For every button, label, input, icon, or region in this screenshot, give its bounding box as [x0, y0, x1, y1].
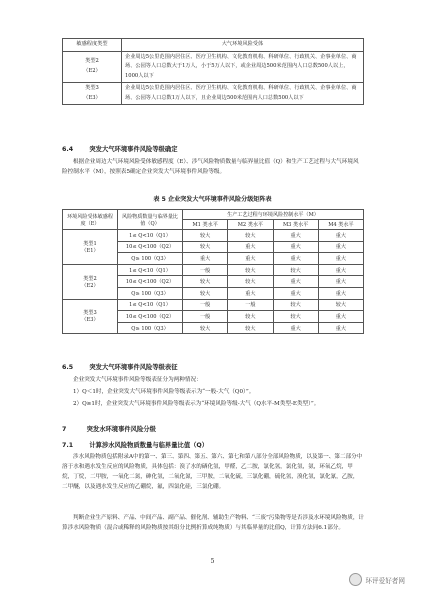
risk-cell: 一般 [183, 264, 228, 276]
section-6-5-para-1: 企业突发大气环境事件风险等级表征分为两种情况： [73, 377, 202, 383]
header-m1: M1 类水平 [183, 220, 228, 230]
row-text-e3: 企业周边5公里范围内居住区、医疗卫生机构、文化教育机构、科研单位、行政机关、企事业单位、商场、公园等人口总数1万人以下，且企业周边500米范围内人口总数500人以下 [122, 83, 364, 105]
risk-cell: 较大 [228, 276, 273, 288]
watermark [349, 573, 405, 586]
risk-cell: 重大 [318, 264, 363, 276]
section-7-1-para-1: 涉水风险物质包括附录A中的第一、第三、第四、第五、第六、第七和第八部分全部风险物质，以及第一、第二部分中溶于水和遇水发生反应的风险物质，具体包括：溴了水的硒化氢，甲醛，乙二胺，氯化氢，氯化氢，氨，环氧乙烷，甲烷，丁烷，二甲胺，一氧化二氮，砷化氢，二氧化氮，三甲胺，二氧化硫，三氯化硼，硫化氢，溴化氢，氯化氰，乙胺，二甲醚，以及遇水发生反应的乙硼烷，氟，四氯化硅，三氯化硼。 [62, 454, 363, 490]
risk-cell: 重大 [273, 230, 318, 242]
risk-cell: 重大 [318, 311, 363, 323]
risk-cell: 重大 [228, 241, 273, 253]
risk-cell: 重大 [273, 287, 318, 299]
risk-cell: 重大 [318, 241, 363, 253]
section-number: 7 [62, 426, 67, 433]
section-number: 7.1 [62, 442, 74, 449]
section-title: 计算涉水风险物质数量与临界量比值（Q） [89, 442, 209, 449]
q-cell: 1≤ Q<10（Q1） [118, 230, 183, 242]
section-7-1-heading [62, 440, 208, 449]
risk-cell: 重大 [318, 253, 363, 265]
q-cell: 10≤ Q<100（Q2） [118, 276, 183, 288]
group-type-e1: 类型1 （E1） [63, 230, 118, 265]
section-6-4-paragraph: 根据企业周边大气环境风险受体敏感程度（E）、涉气风险物质数量与临界量比值（Q）和生产工艺过程与大气环境风险控制水平（M），按照表5确定企业突发大气环境事件风险等级。 [62, 159, 359, 175]
section-title: 突发大气环境事件风险等级确定 [89, 146, 178, 153]
risk-cell: 较大 [273, 264, 318, 276]
risk-cell: 一般 [183, 299, 228, 311]
risk-cell: 重大 [273, 322, 318, 334]
risk-cell: 重大 [183, 253, 228, 265]
section-6-5-heading [62, 362, 178, 371]
risk-cell: 重大 [318, 287, 363, 299]
risk-cell: 较大 [183, 241, 228, 253]
risk-cell: 重大 [273, 253, 318, 265]
header-e: 环境风险受体敏感程度（E） [63, 210, 118, 230]
section-6-5-para-2: 1）Q＜1时，企业突发大气环境事件风险等级表示为“一般-大气（Q0）”。 [73, 389, 255, 395]
risk-cell: 较大 [228, 230, 273, 242]
header-m: 生产工艺过程与环境风险控制水平（M） [183, 210, 364, 220]
table-row [63, 299, 364, 311]
section-6-4-heading [62, 144, 178, 153]
risk-cell: 重大 [318, 276, 363, 288]
q-cell: Q≥ 100（Q3） [118, 322, 183, 334]
row-type-e3: 类型3 （E3） [63, 83, 122, 105]
risk-cell: 较大 [228, 264, 273, 276]
table-5-caption: 表 5 企业突发大气环境事件风险分级矩阵表 [153, 196, 272, 203]
risk-cell: 重大 [228, 253, 273, 265]
section-title: 突发大气环境事件风险等级表征 [89, 364, 178, 371]
section-7-heading [62, 424, 156, 433]
risk-cell: 重大 [228, 287, 273, 299]
q-cell: 10≤ Q<100（Q2） [118, 241, 183, 253]
wechat-icon [349, 573, 362, 586]
risk-cell: 较大 [228, 311, 273, 323]
header-sensitivity-type: 敏感程度类型 [63, 39, 122, 52]
q-cell: Q≥ 100（Q3） [118, 287, 183, 299]
q-cell: 1≤ Q<10（Q1） [118, 264, 183, 276]
header-m4: M4 类水平 [318, 220, 363, 230]
risk-cell: 较大 [228, 322, 273, 334]
risk-cell: 一般 [183, 311, 228, 323]
group-type-e2: 类型2 （E2） [63, 264, 118, 299]
header-receptor: 大气环境风险受体 [122, 39, 364, 52]
risk-cell: 一般 [228, 299, 273, 311]
risk-cell: 重大 [318, 322, 363, 334]
risk-cell: 较大 [183, 230, 228, 242]
section-number: 6.5 [62, 364, 74, 371]
section-7-1-para-2: 判断企业生产原料、产品、中间产品、副产品、催化剂、辅助生产物料、“三废”污染物等是否涉及水环境风险物质，计算涉水风险物质（混合或稀释的风险物质按其组分比例折算成纯物质）与其临界量的比值Q，计算方法同6.1部分。 [62, 515, 365, 531]
watermark-text: 环评爱好者网 [365, 576, 405, 585]
row-text-e2: 企业周边5公里范围内居住区、医疗卫生机构、文化教育机构、科研单位、行政机关、企事业单位、商场、公园等人口总数大于1万人，小于5万人以下，或企业周边500米范围内人口总数500人以上，1000人以下 [122, 51, 364, 83]
q-cell: Q≥ 100（Q3） [118, 253, 183, 265]
header-m3: M3 类水平 [273, 220, 318, 230]
table-row [63, 230, 364, 242]
q-cell: 1≤ Q<10（Q1） [118, 299, 183, 311]
group-type-e3: 类型3 （E3） [63, 299, 118, 334]
page-number: 5 [210, 558, 215, 565]
section-6-5-para-3: 2）Q≥1时，企业突发大气环境事件风险等级表示为“环境风险等级-大气（Q水平-M类型-E类型）”。 [73, 401, 320, 407]
receptor-sensitivity-table [62, 38, 364, 105]
risk-matrix-table [62, 209, 364, 334]
header-q: 风险物质数量与临界量比值（Q） [118, 210, 183, 230]
risk-cell: 较大 [183, 276, 228, 288]
section-title: 突发水环境事件风险分级 [86, 426, 156, 433]
risk-cell: 较大 [273, 311, 318, 323]
section-number: 6.4 [62, 146, 74, 153]
row-type-e2: 类型2 （E2） [63, 51, 122, 83]
risk-cell: 重大 [318, 230, 363, 242]
header-m2: M2 类水平 [228, 220, 273, 230]
risk-cell: 较大 [318, 299, 363, 311]
risk-cell: 较大 [183, 287, 228, 299]
risk-cell: 重大 [273, 276, 318, 288]
risk-cell: 较大 [183, 322, 228, 334]
table-row [63, 264, 364, 276]
risk-cell: 重大 [273, 241, 318, 253]
q-cell: 10≤ Q<100（Q2） [118, 311, 183, 323]
risk-cell: 较大 [273, 299, 318, 311]
